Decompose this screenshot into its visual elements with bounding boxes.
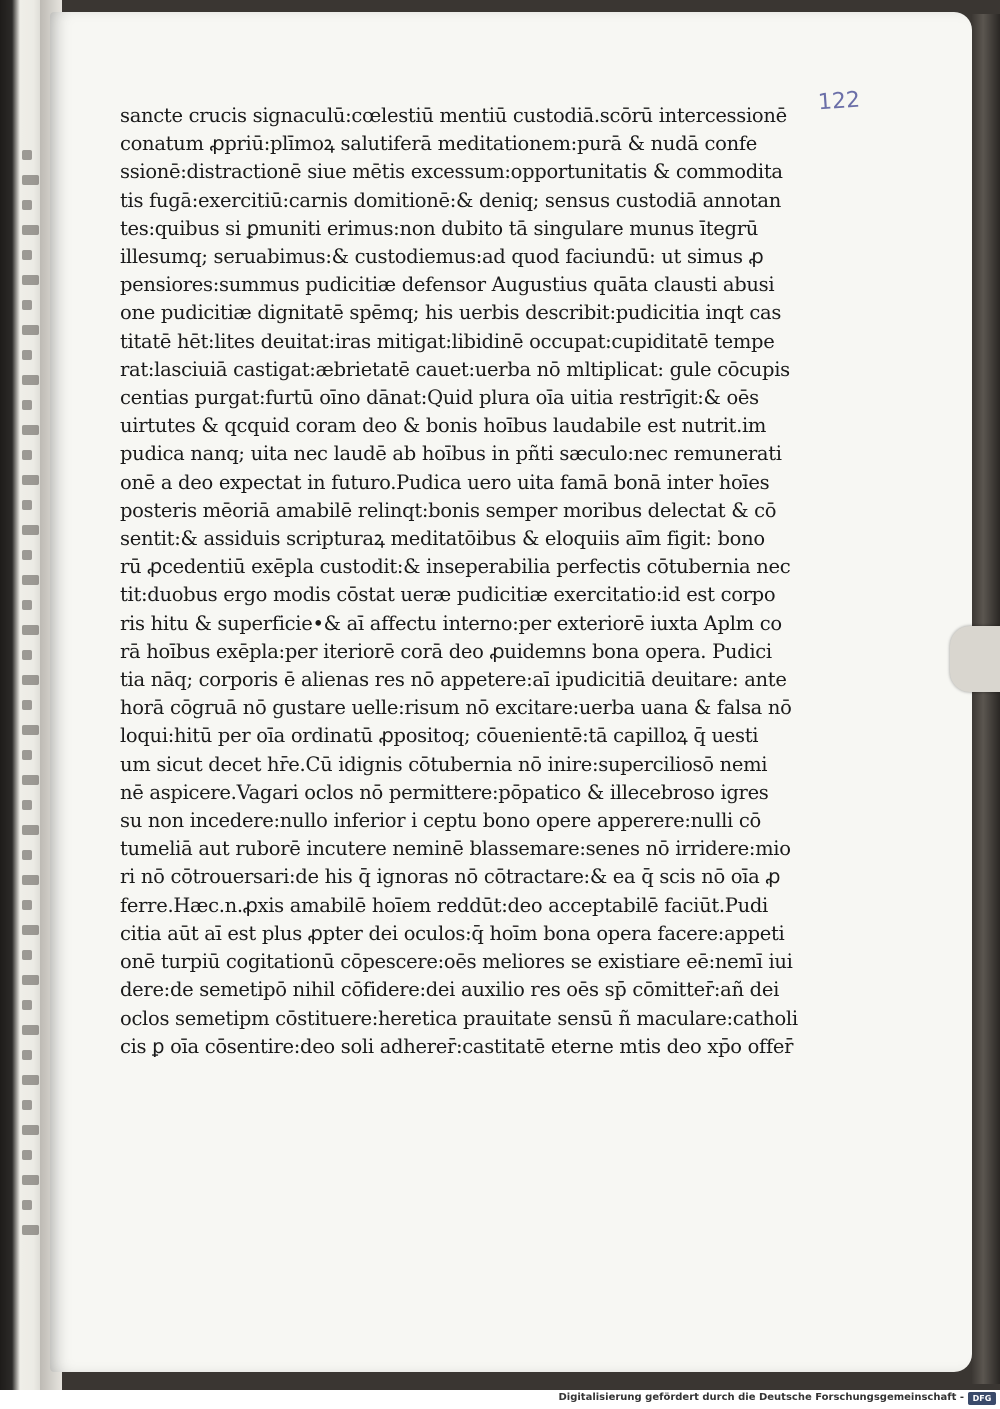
text-line: horā cōgruā nō gustare uelle:risum nō excitare:uerba uana & falsa nō xyxy=(120,696,792,720)
text-line: ri nō cōtrouersari:de his q̄ ignoras nō cōtractare:& ea q̄ scis nō oīa ꝓ xyxy=(120,865,781,889)
facing-text-fragment xyxy=(22,225,39,235)
facing-text-fragment xyxy=(22,1225,39,1235)
facing-text-fragment xyxy=(22,200,32,210)
facing-text-fragment xyxy=(22,1100,32,1110)
facing-text-fragment xyxy=(22,800,32,810)
text-line: cis ꝑ oīa cōsentire:deo soli adherer̄:castitatē eterne mtis deo xp̄o offer̄ xyxy=(120,1034,794,1058)
text-line: oclos semetipm cōstituere:heretica prauitate sensū ñ maculare:catholi xyxy=(120,1006,798,1030)
facing-text-fragment xyxy=(22,600,32,610)
facing-text-fragment xyxy=(22,1200,32,1210)
facing-text-fragment xyxy=(22,1175,39,1185)
facing-text-fragment xyxy=(22,625,39,635)
page-tab-marker xyxy=(950,626,1000,692)
text-line: titatē hēt:lites deuitat:iras mitigat:libidinē occupat:cupiditatē tempe xyxy=(120,329,775,353)
text-line: pudica nanq; uita nec laudē ab hoībus in pñti sæculo:nec remunerati xyxy=(120,442,782,466)
text-line: pensiores:summus pudicitiæ defensor Augustius quāta clausti abusi xyxy=(120,273,775,297)
facing-text-fragment xyxy=(22,175,39,185)
text-column xyxy=(120,102,820,1061)
facing-text-fragment xyxy=(22,350,32,360)
text-line: um sicut decet hr̄e.Cū idignis cōtubernia nō inire:superciliosō nemi xyxy=(120,752,768,776)
text-line: centias purgat:furtū oīno dānat:Quid plura oīa uitia restrīgit:& oēs xyxy=(120,386,759,410)
facing-text-fragment xyxy=(22,400,32,410)
facing-text-fragment xyxy=(22,650,32,660)
folio-number: 122 xyxy=(817,87,861,116)
facing-text-fragment xyxy=(22,1025,39,1035)
facing-text-fragment xyxy=(22,950,32,960)
text-line: loqui:hitū per oīa ordinatū ꝓpositoq; cōuenientē:tā capilloꝝ q̄ uesti xyxy=(120,724,759,748)
text-line: illesumq; seruabimus:& custodiemus:ad quod faciundū: ut simus ꝓ xyxy=(120,245,764,269)
text-line: ris hitu & superficie•& aī affectu interno:per exteriorē iuxta Aplm co xyxy=(120,611,782,635)
text-line: rū ꝓcedentiū exēpla custodit:& inseperabilia perfectis cōtubernia nec xyxy=(120,555,791,579)
facing-text-fragment xyxy=(22,275,39,285)
facing-text-fragment xyxy=(22,700,32,710)
facing-text-fragment xyxy=(22,750,32,760)
facing-text-fragment xyxy=(22,1125,39,1135)
text-line: uirtutes & qcquid coram deo & bonis hoībus laudabile est nutrit.im xyxy=(120,414,767,438)
text-line: tia nāq; corporis ē alienas res nō appetere:aī ipudicitiā deuitare: ante xyxy=(120,668,787,692)
facing-text-fragment xyxy=(22,900,32,910)
facing-text-fragment xyxy=(22,425,39,435)
text-line: sancte crucis signaculū:cœlestiū mentiū custodiā.scōrū intercessionē xyxy=(120,104,787,127)
facing-text-fragment xyxy=(22,925,39,935)
facing-text-fragment xyxy=(22,1050,32,1060)
facing-text-fragment xyxy=(22,475,39,485)
facing-text-fragment xyxy=(22,550,32,560)
text-line: sentit:& assiduis scripturaꝝ meditatōibus & eloquiis aīm figit: bono xyxy=(120,527,765,551)
facing-text-fragment xyxy=(22,450,32,460)
binding-shadow xyxy=(0,0,20,1390)
text-line: tes:quibus si ꝑmuniti erimus:non dubito tā singulare munus ītegrū xyxy=(120,216,759,240)
facing-text-fragment xyxy=(22,150,32,160)
facing-text-fragment xyxy=(22,250,32,260)
facing-text-fragment xyxy=(22,1000,32,1010)
text-line: citia aūt aī est plus ꝓpter dei oculos:q̄ hoīm bona opera facere:appeti xyxy=(120,921,785,945)
facing-text-fragment xyxy=(22,375,39,385)
facing-text-fragment xyxy=(22,875,39,885)
text-line: onē a deo expectat in futuro.Pudica uero uita famā bonā inter hoīes xyxy=(120,470,770,494)
facing-text-fragment xyxy=(22,850,32,860)
facing-text-fragment xyxy=(22,1075,39,1085)
text-line: ssionē:distractionē siue mētis excessum:opportunitatis & commodita xyxy=(120,160,783,184)
text-line: rā hoībus exēpla:per iteriorē corā deo ꝓuidemns bona opera. Pudici xyxy=(120,639,772,663)
text-line: rat:lasciuiā castigat:æbrietatē cauet:uerba nō mltiplicat: gule cōcupis xyxy=(120,357,790,381)
page-stack-edge xyxy=(972,14,1000,1384)
facing-text-fragment xyxy=(22,1150,32,1160)
text-line: tumeliā aut ruborē incutere neminē blassemare:senes nō irridere:mio xyxy=(120,837,791,861)
facing-text-fragment xyxy=(22,825,39,835)
facing-text-fragment xyxy=(22,325,39,335)
facing-text-fragment xyxy=(22,525,39,535)
dfg-logo: DFG xyxy=(968,1392,996,1405)
text-line: dere:de semetipō nihil cōfidere:dei auxilio res oēs sp̄ cōmitter̄:añ dei xyxy=(120,978,780,1002)
funding-credit: Digitalisierung gefördert durch die Deutsche Forschungsgemeinschaft - xyxy=(558,1392,964,1403)
facing-text-fragment xyxy=(22,575,39,585)
text-line: su non incedere:nullo inferior i ceptu bono opere apperere:nulli cō xyxy=(120,809,761,833)
text-line: nē aspicere.Vagari oclos nō permittere:pōpatico & illecebroso igres xyxy=(120,780,769,804)
facing-text-fragment xyxy=(22,775,39,785)
facing-text-fragment xyxy=(22,300,32,310)
text-line: conatum ꝓpriū:plīmoꝝ salutiferā meditationem:purā & nudā confe xyxy=(120,132,757,156)
text-line: ferre.Hæc.n.ꝓxis amabilē hoīem reddūt:deo acceptabilē faciūt.Pudi xyxy=(120,893,768,917)
facing-text-fragment xyxy=(22,975,39,985)
facing-text-fragment xyxy=(22,500,32,510)
text-line: tit:duobus ergo modis cōstat ueræ pudicitiæ exercitatio:id est corpo xyxy=(120,583,776,607)
text-line: onē turpiū cogitationū cōpescere:oēs meliores se existiare eē:nemī iui xyxy=(120,950,793,974)
facing-text-fragment xyxy=(22,725,39,735)
text-line: posteris mēoriā amabilē relinqt:bonis semper moribus delectat & cō xyxy=(120,498,777,522)
text-line: one pudicitiæ dignitatē spēmq; his uerbis describit:pudicitia inqt cas xyxy=(120,301,782,325)
text-line: tis fugā:exercitiū:carnis domitionē:& deniq; sensus custodiā annotan xyxy=(120,188,782,212)
facing-text-fragment xyxy=(22,675,39,685)
